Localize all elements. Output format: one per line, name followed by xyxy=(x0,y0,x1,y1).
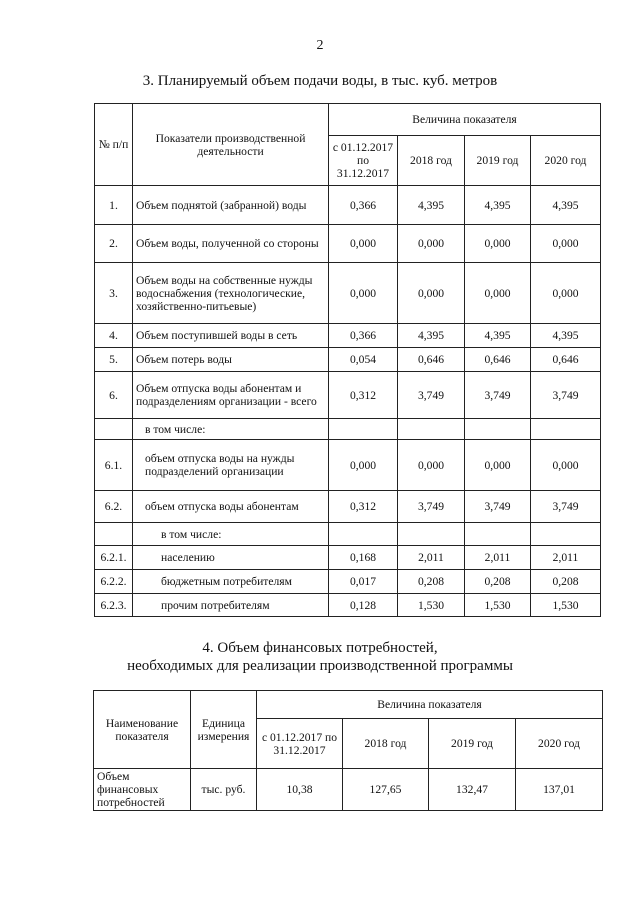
row-name: в том числе: xyxy=(133,523,329,546)
row-no: 1. xyxy=(95,186,133,225)
row-value: 1,530 xyxy=(531,594,601,617)
row-no: 6.1. xyxy=(95,440,133,491)
row-value: 127,65 xyxy=(343,769,429,811)
row-value: 0,000 xyxy=(329,263,398,324)
row-value: 0,000 xyxy=(465,263,531,324)
row-name: прочим потребителям xyxy=(133,594,329,617)
row-value: 0,312 xyxy=(329,491,398,523)
table-row xyxy=(95,546,601,570)
row-value: 0,208 xyxy=(531,570,601,594)
table-row xyxy=(95,348,601,372)
section4-title-line2: необходимых для реализации производственной программы xyxy=(127,658,513,674)
row-value: 0,000 xyxy=(398,225,465,263)
row-name: населению xyxy=(133,546,329,570)
financial-needs-table xyxy=(93,690,603,811)
row-value: 1,530 xyxy=(398,594,465,617)
water-supply-table xyxy=(94,103,601,617)
row-value: 4,395 xyxy=(531,324,601,348)
row-no: 6. xyxy=(95,372,133,419)
row-value xyxy=(398,523,465,546)
row-value: 4,395 xyxy=(398,186,465,225)
row-value: 132,47 xyxy=(429,769,516,811)
table-row xyxy=(95,186,601,225)
table-row xyxy=(95,440,601,491)
section4-title-line1: 4. Объем финансовых потребностей, xyxy=(202,640,438,656)
row-value: 2,011 xyxy=(465,546,531,570)
row-value: 0,000 xyxy=(398,440,465,491)
row-value: 137,01 xyxy=(516,769,603,811)
row-unit: тыс. руб. xyxy=(191,769,257,811)
row-no: 6.2. xyxy=(95,491,133,523)
row-value: 0,168 xyxy=(329,546,398,570)
header-no: № п/п xyxy=(95,104,133,186)
row-value: 0,646 xyxy=(398,348,465,372)
row-name: объем отпуска воды на нужды подразделений организации xyxy=(133,440,329,491)
row-value: 0,000 xyxy=(398,263,465,324)
table-row xyxy=(94,769,603,811)
header-2019: 2019 год xyxy=(465,136,531,186)
row-value: 0,312 xyxy=(329,372,398,419)
table-row xyxy=(95,523,601,546)
row-value: 0,000 xyxy=(329,225,398,263)
row-no xyxy=(95,523,133,546)
row-value xyxy=(329,419,398,440)
row-value: 0,000 xyxy=(329,440,398,491)
row-value: 2,011 xyxy=(398,546,465,570)
section3-title: 3. Планируемый объем подачи воды, в тыс. куб. метров xyxy=(142,73,498,89)
row-name: Объем отпуска воды абонентам и подразделениям организации - всего xyxy=(133,372,329,419)
row-name: Объем потерь воды xyxy=(133,348,329,372)
row-value: 0,208 xyxy=(465,570,531,594)
row-value xyxy=(531,419,601,440)
row-value: 0,000 xyxy=(465,440,531,491)
header-period1: с 01.12.2017 по 31.12.2017 xyxy=(257,719,343,769)
row-value: 0,208 xyxy=(398,570,465,594)
row-no xyxy=(95,419,133,440)
header-2019: 2019 год xyxy=(429,719,516,769)
row-value: 0,646 xyxy=(465,348,531,372)
row-value xyxy=(531,523,601,546)
header-2020: 2020 год xyxy=(516,719,603,769)
row-no: 2. xyxy=(95,225,133,263)
row-name: объем отпуска воды абонентам xyxy=(133,491,329,523)
header-name: Наименование показателя xyxy=(94,691,191,769)
header-value-group: Величина показателя xyxy=(329,104,601,136)
row-value: 0,054 xyxy=(329,348,398,372)
table-row xyxy=(95,570,601,594)
row-no: 6.2.1. xyxy=(95,546,133,570)
table-row xyxy=(95,594,601,617)
row-value: 3,749 xyxy=(465,491,531,523)
row-name: Объем поднятой (забранной) воды xyxy=(133,186,329,225)
row-value: 3,749 xyxy=(531,491,601,523)
row-value: 0,000 xyxy=(531,263,601,324)
row-value: 3,749 xyxy=(465,372,531,419)
row-value: 0,366 xyxy=(329,186,398,225)
table-row xyxy=(95,263,601,324)
row-no: 4. xyxy=(95,324,133,348)
row-no: 5. xyxy=(95,348,133,372)
row-value xyxy=(398,419,465,440)
row-value: 0,128 xyxy=(329,594,398,617)
row-value: 0,000 xyxy=(465,225,531,263)
header-unit: Единица измерения xyxy=(191,691,257,769)
row-value: 0,366 xyxy=(329,324,398,348)
page-number: 2 xyxy=(316,38,324,53)
row-name: Объем поступившей воды в сеть xyxy=(133,324,329,348)
header-value-group: Величина показателя xyxy=(257,691,603,719)
row-no: 6.2.3. xyxy=(95,594,133,617)
row-value xyxy=(329,523,398,546)
row-value: 3,749 xyxy=(531,372,601,419)
table-row xyxy=(95,225,601,263)
header-2018: 2018 год xyxy=(343,719,429,769)
row-value: 0,000 xyxy=(531,225,601,263)
row-value: 0,000 xyxy=(531,440,601,491)
row-value: 4,395 xyxy=(465,186,531,225)
header-period1: с 01.12.2017 по 31.12.2017 xyxy=(329,136,398,186)
row-value: 1,530 xyxy=(465,594,531,617)
row-value: 4,395 xyxy=(531,186,601,225)
row-value: 3,749 xyxy=(398,372,465,419)
row-value: 3,749 xyxy=(398,491,465,523)
row-name: Объем финансовых потребностей xyxy=(94,769,191,811)
row-value: 4,395 xyxy=(398,324,465,348)
row-no: 6.2.2. xyxy=(95,570,133,594)
row-name: в том числе: xyxy=(133,419,329,440)
row-name: бюджетным потребителям xyxy=(133,570,329,594)
row-value: 4,395 xyxy=(465,324,531,348)
header-2020: 2020 год xyxy=(531,136,601,186)
row-value: 2,011 xyxy=(531,546,601,570)
table-row xyxy=(95,419,601,440)
row-name: Объем воды на собственные нужды водоснабжения (технологические, хозяйственно-питьевые) xyxy=(133,263,329,324)
row-no: 3. xyxy=(95,263,133,324)
table-row xyxy=(95,324,601,348)
row-value xyxy=(465,523,531,546)
header-indicator: Показатели производственной деятельности xyxy=(133,104,329,186)
row-value xyxy=(465,419,531,440)
row-value: 0,646 xyxy=(531,348,601,372)
row-value: 10,38 xyxy=(257,769,343,811)
row-value: 0,017 xyxy=(329,570,398,594)
table-row xyxy=(95,372,601,419)
header-2018: 2018 год xyxy=(398,136,465,186)
row-name: Объем воды, полученной со стороны xyxy=(133,225,329,263)
table-row xyxy=(95,491,601,523)
